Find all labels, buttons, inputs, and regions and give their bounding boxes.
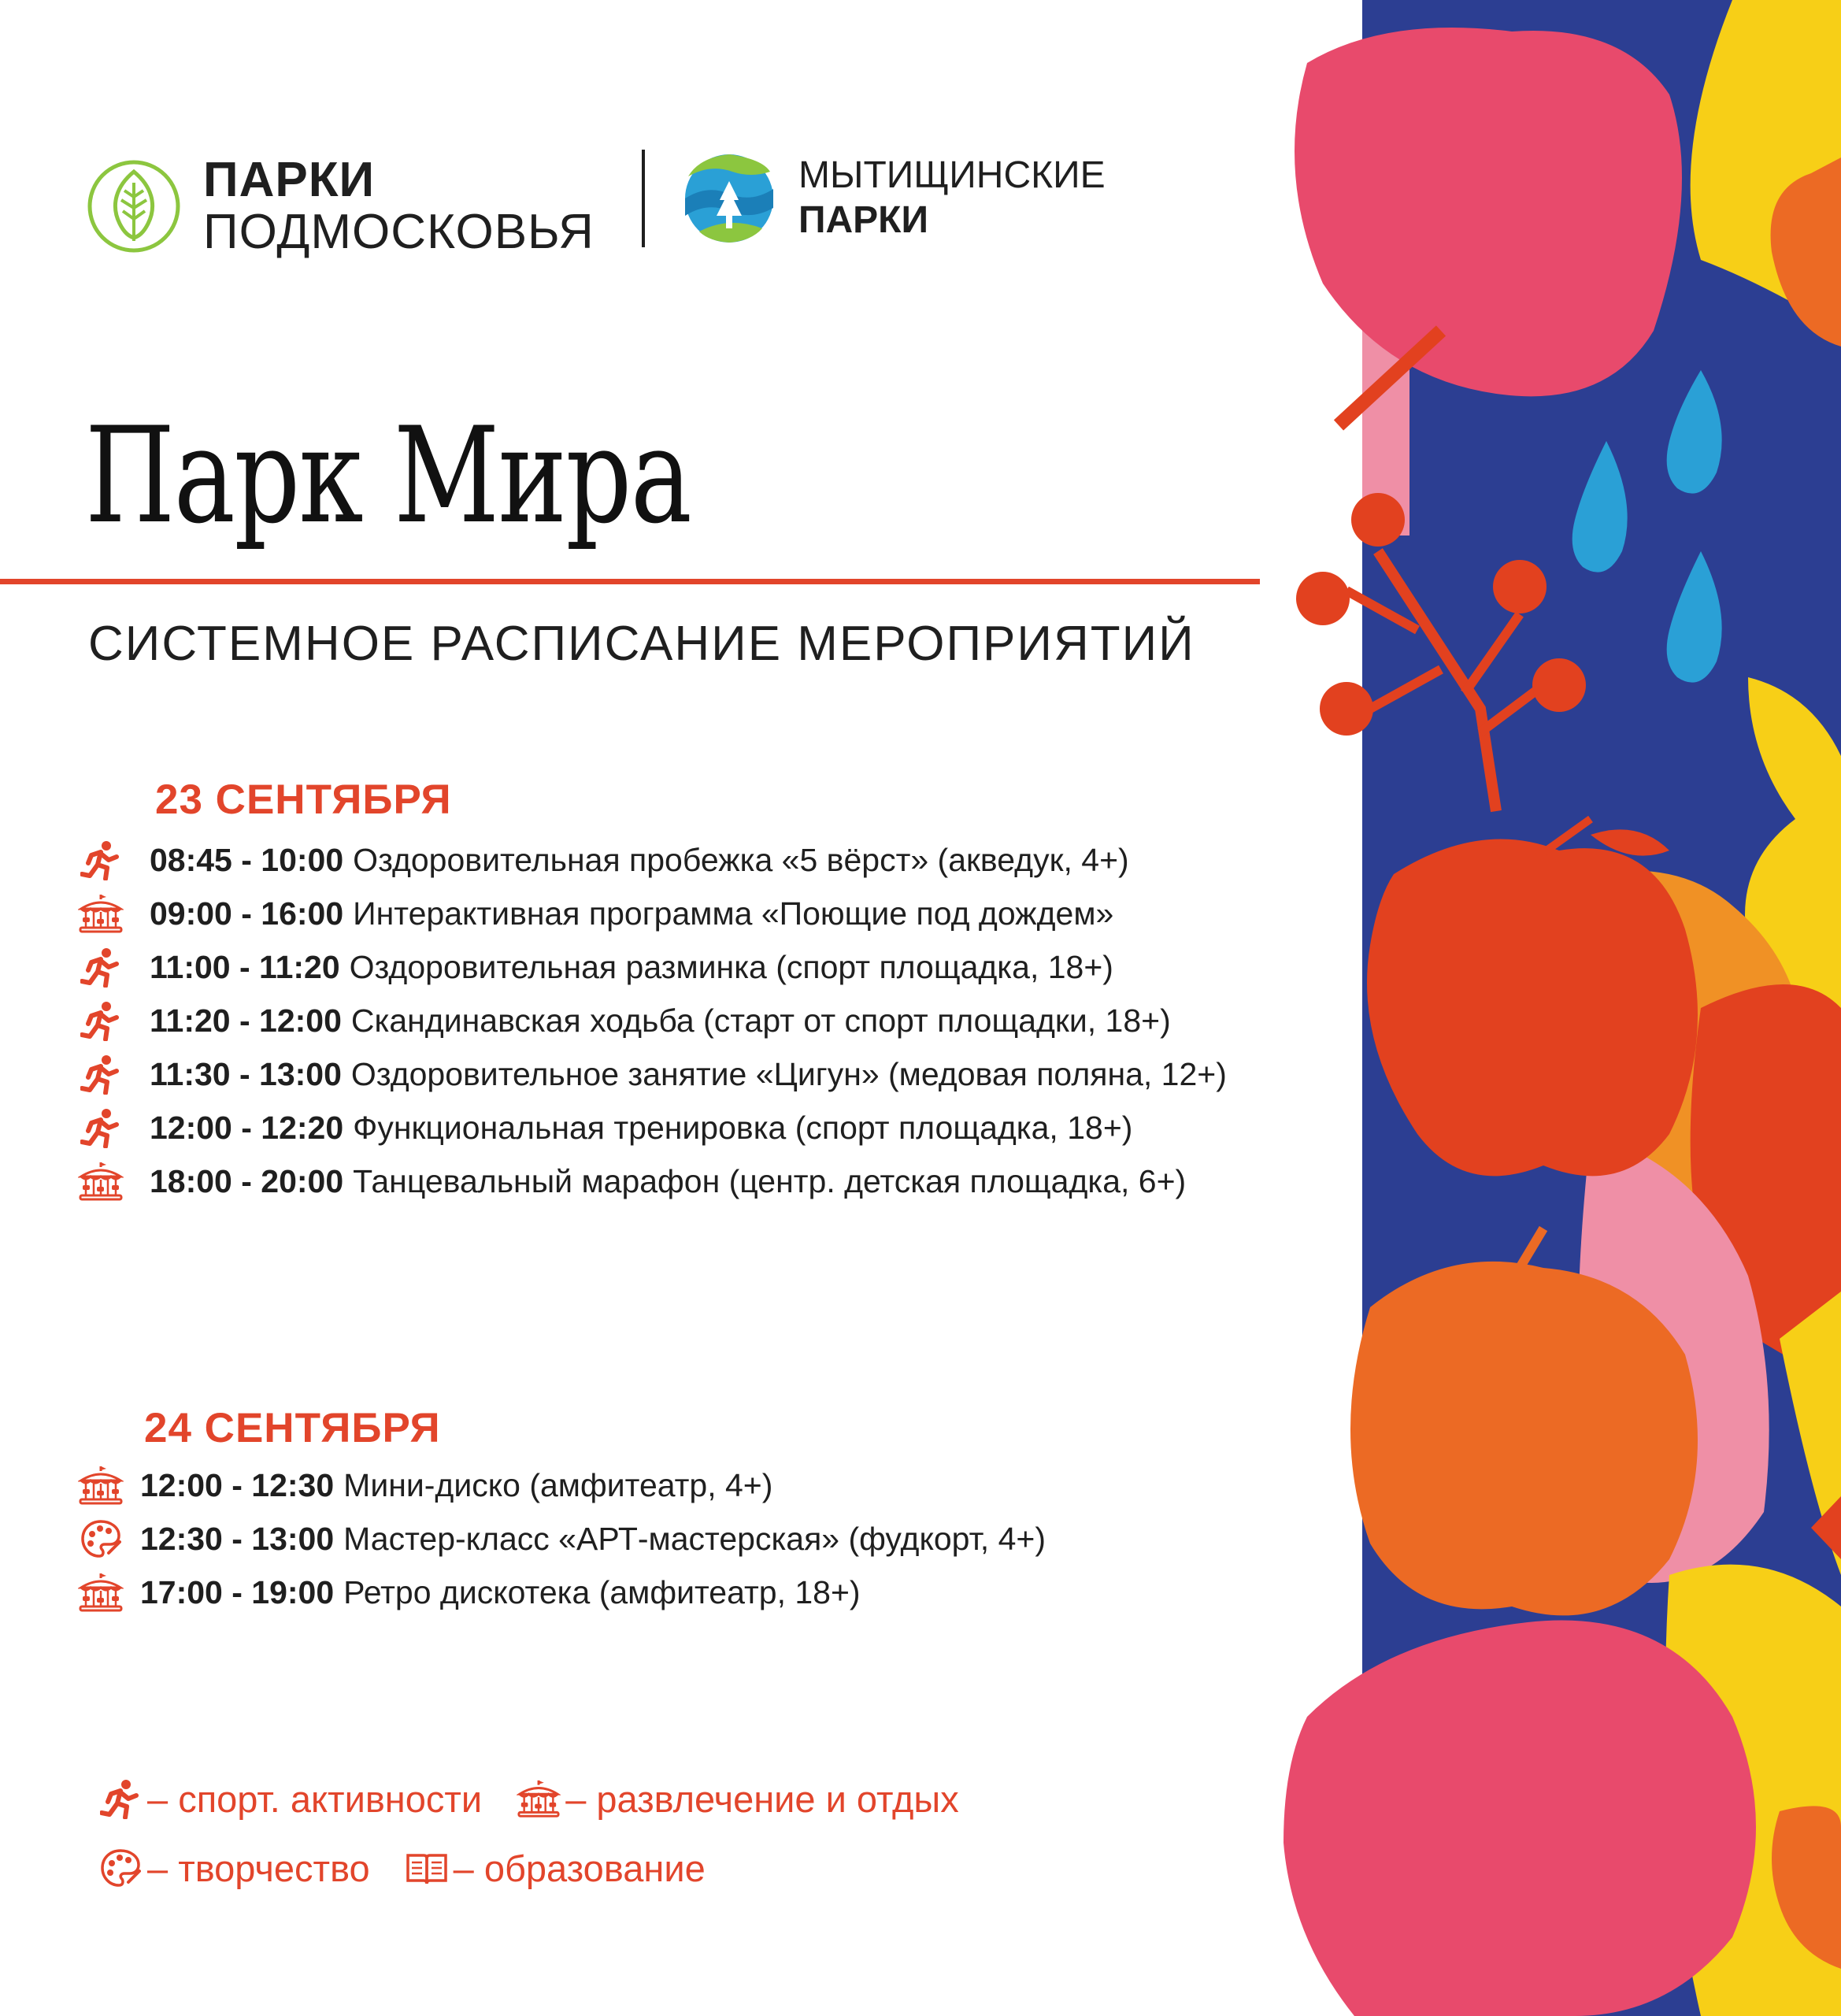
day-1-date: 23 СЕНТЯБРЯ — [155, 776, 452, 823]
legend-item-entertainment — [517, 1777, 959, 1821]
carousel-icon — [517, 1777, 561, 1821]
legend-label: – образование — [453, 1847, 706, 1889]
event-row — [77, 1154, 1227, 1208]
event-row — [77, 940, 1227, 994]
carousel-icon — [77, 1463, 124, 1507]
carousel-icon — [77, 1570, 124, 1614]
event-description: Интерактивная программа «Поющие под дождем» — [353, 895, 1114, 932]
event-row — [77, 887, 1227, 940]
globe-tree-emblem-icon — [683, 153, 775, 244]
event-time: 12:00 - 12:30 — [140, 1466, 335, 1503]
event-time: 08:45 - 10:00 — [150, 841, 344, 878]
event-description: Мини-диско (амфитеатр, 4+) — [343, 1466, 773, 1503]
day-2-events — [77, 1458, 1046, 1619]
legend-label: – спорт. активности — [147, 1777, 483, 1820]
event-time: 11:30 - 13:00 — [150, 1055, 342, 1092]
event-row — [77, 1512, 1046, 1566]
event-description: Мастер-класс «АРТ-мастерская» (фудкорт, 4+) — [343, 1520, 1046, 1557]
carousel-icon — [77, 891, 124, 936]
event-row — [77, 1458, 1046, 1512]
event-row — [77, 833, 1227, 887]
event-time: 09:00 - 16:00 — [150, 895, 344, 932]
legend-label: – творчество — [147, 1847, 370, 1889]
event-time: 11:20 - 12:00 — [150, 1002, 342, 1039]
day-1-events — [77, 833, 1227, 1208]
logo-mytishchi-line1: МЫТИЩИНСКИЕ — [798, 154, 1106, 197]
event-description: Скандинавская ходьба (старт от спорт площадки, 18+) — [350, 1002, 1171, 1039]
logo-parki-line2: ПОДМОСКОВЬЯ — [203, 205, 595, 259]
event-row — [77, 1047, 1227, 1101]
palette-icon — [77, 1517, 124, 1561]
logo-divider — [642, 150, 645, 247]
day-2-date: 24 СЕНТЯБРЯ — [144, 1405, 441, 1451]
logo-mytishchi-line2: ПАРКИ — [798, 199, 928, 241]
carousel-icon — [77, 1159, 124, 1203]
autumn-decoration — [1260, 0, 1841, 2016]
page-subtitle: СИСТЕМНОЕ РАСПИСАНИЕ МЕРОПРИЯТИЙ — [88, 617, 1195, 671]
event-time: 11:00 - 11:20 — [150, 948, 340, 985]
legend-item-sport — [98, 1777, 482, 1821]
event-row — [77, 1101, 1227, 1154]
page-title: Парк Мира — [85, 398, 691, 553]
event-row — [77, 994, 1227, 1047]
logo-parki-line1: ПАРКИ — [203, 153, 376, 207]
event-time: 18:00 - 20:00 — [150, 1162, 344, 1199]
icon-legend — [98, 1764, 1201, 1903]
event-description: Функциональная тренировка (спорт площадка, 18+) — [353, 1109, 1133, 1146]
runner-icon — [98, 1777, 143, 1821]
event-time: 17:00 - 19:00 — [140, 1573, 335, 1610]
legend-label: – развлечение и отдых — [565, 1777, 959, 1820]
event-description: Оздоровительное занятие «Цигун» (медовая поляна, 12+) — [350, 1055, 1227, 1092]
event-time: 12:00 - 12:20 — [150, 1109, 344, 1146]
legend-item-education — [405, 1846, 706, 1890]
leaf-emblem-icon — [87, 159, 181, 254]
runner-icon — [77, 838, 124, 882]
event-description: Ретро дискотека (амфитеатр, 18+) — [343, 1573, 861, 1610]
parki-podmoskovya-logo — [87, 153, 595, 259]
mytishchinskie-parki-logo — [683, 153, 1106, 244]
event-description: Оздоровительная пробежка «5 вёрст» (акведук, 4+) — [353, 841, 1129, 878]
event-time: 12:30 - 13:00 — [140, 1520, 335, 1557]
legend-item-creativity — [98, 1846, 370, 1890]
book-icon — [405, 1846, 449, 1890]
runner-icon — [77, 1106, 124, 1150]
runner-icon — [77, 945, 124, 989]
event-description: Оздоровительная разминка (спорт площадка, 18+) — [349, 948, 1113, 985]
runner-icon — [77, 999, 124, 1043]
palette-icon — [98, 1846, 143, 1890]
event-row — [77, 1566, 1046, 1619]
title-underline — [0, 579, 1260, 584]
runner-icon — [77, 1052, 124, 1096]
logos-header — [87, 150, 1110, 260]
event-description: Танцевальный марафон (центр. детская площадка, 6+) — [353, 1162, 1187, 1199]
